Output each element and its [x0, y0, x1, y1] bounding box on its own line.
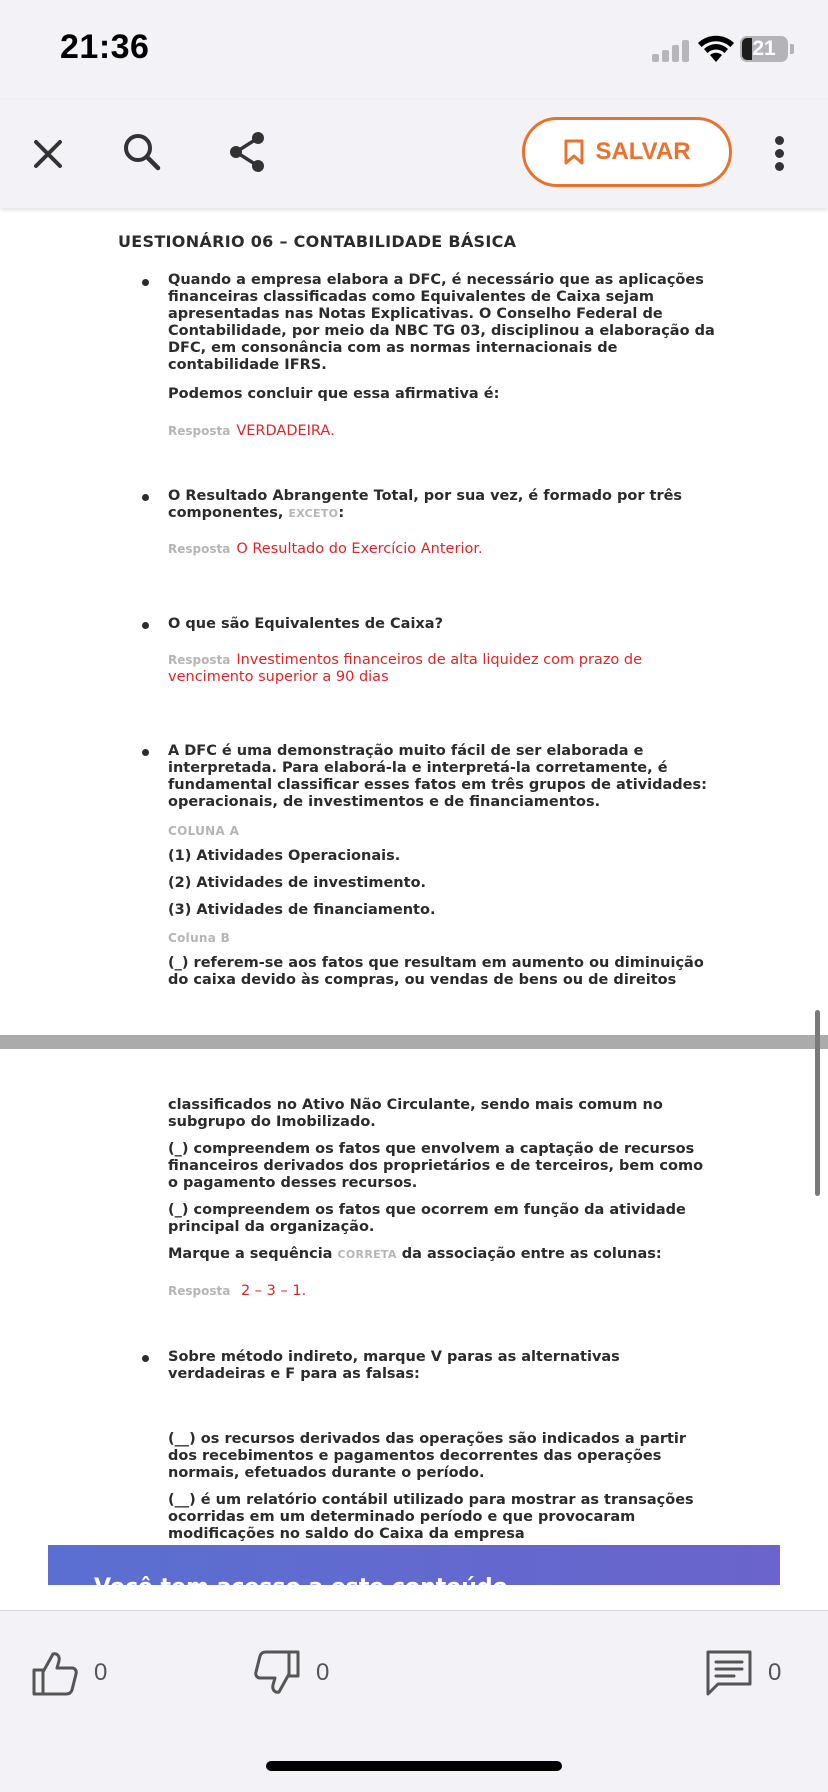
question-2-answer: O Resultado do Exercício Anterior.	[236, 541, 483, 557]
scrollbar[interactable]	[815, 1010, 820, 1196]
question-3-text: O que são Equivalentes de Caixa?	[168, 616, 443, 632]
column-a-item-1: (1) Atividades Operacionais.	[168, 848, 401, 864]
question-4-answer: 2 – 3 – 1.	[236, 1283, 307, 1299]
thumbs-down-icon	[252, 1648, 302, 1698]
question-2-response	[168, 541, 718, 558]
bullet-icon	[142, 494, 149, 501]
close-icon[interactable]	[26, 132, 70, 176]
save-label: SALVAR	[595, 138, 691, 165]
question-3-response	[168, 652, 718, 686]
column-b-item-1: (_) referem-se aos fatos que resultam em aumento ou diminuição do caixa devido às compras, ou vendas de bens ou de direitos	[168, 955, 704, 988]
document-page-1	[0, 208, 828, 1035]
bottom-bar	[0, 1610, 828, 1792]
more-vertical-icon[interactable]	[768, 132, 792, 176]
toolbar	[0, 100, 828, 208]
bullet-icon	[142, 622, 149, 629]
like-count: 0	[94, 1659, 108, 1686]
bullet-icon	[142, 279, 149, 286]
banner-text: Você tem acesso a este conteúdo	[94, 1575, 508, 1600]
question-4-text: A DFC é uma demonstração muito fácil de ser elaborada e interpretada. Para elaborá-la e interpretá-la corretamente, é fundamental classificar esses fatos em três grupos de atividades: operacionais, de investimentos e de financiamentos.	[168, 743, 707, 810]
thumbs-up-icon	[30, 1648, 80, 1698]
question-2-emphasis: EXCETO	[288, 507, 339, 520]
wifi-icon	[696, 34, 736, 64]
question-4-prompt	[168, 1246, 718, 1263]
bullet-icon	[142, 749, 149, 756]
comment-icon	[704, 1648, 754, 1698]
column-b-item-1-continued: classificados no Ativo Não Circulante, sendo mais comum no subgrupo do Imobilizado.	[168, 1097, 663, 1130]
access-banner[interactable]	[48, 1545, 780, 1600]
comments-button[interactable]	[704, 1645, 781, 1701]
response-label: Resposta	[168, 424, 231, 438]
question-3-answer: Investimentos financeiros de alta liquidez com prazo de vencimento superior a 90 dias	[168, 652, 643, 685]
document-viewer[interactable]	[0, 208, 828, 1610]
search-icon[interactable]	[120, 130, 164, 174]
question-5-item-2: (__) é um relatório contábil utilizado para mostrar as transações ocorridas em um determinado período e que provocaram modificações no saldo do Caixa da empresa	[168, 1492, 694, 1542]
column-a-item-2: (2) Atividades de investimento.	[168, 875, 427, 891]
question-4-prompt-start: Marque a sequência	[168, 1246, 333, 1262]
question-5-item-1: (__) os recursos derivados das operações são indicados a partir dos recebimentos e pagamentos decorrentes das operações normais, efetuados durante o período.	[168, 1431, 687, 1481]
response-label: Resposta	[168, 653, 231, 667]
question-2-suffix: :	[338, 505, 345, 521]
status-bar	[0, 0, 828, 100]
question-4-response	[168, 1283, 718, 1300]
column-b-item-3: (_) compreendem os fatos que ocorrem em função da atividade principal da organização.	[168, 1202, 686, 1235]
status-time: 21:36	[60, 28, 150, 66]
battery-icon	[740, 36, 788, 62]
like-button[interactable]	[30, 1645, 107, 1701]
page-separator	[0, 1035, 828, 1049]
signal-icon	[652, 38, 692, 62]
response-label: Resposta	[168, 1284, 231, 1298]
share-icon[interactable]	[226, 130, 270, 174]
bullet-icon	[142, 1355, 149, 1362]
home-indicator[interactable]	[266, 1761, 562, 1771]
question-1-prompt: Podemos concluir que essa afirmativa é:	[168, 386, 500, 402]
column-b-item-2: (_) compreendem os fatos que envolvem a captação de recursos financeiros derivados dos proprietários e de terceiros, bem como o pagamento desses recursos.	[168, 1141, 704, 1191]
question-1-text: Quando a empresa elabora a DFC, é necessário que as aplicações financeiras classificadas como Equivalentes de Caixa sejam apresentadas nas Notas Explicativas. O Conselho Federal de Contabilidade, por meio da NBC TG 03, disciplinou a elaboração da DFC, em consonância com as normas internacionais de contabilidade IFRS.	[168, 272, 715, 373]
bookmark-icon	[563, 138, 585, 166]
question-2-stem: O Resultado Abrangente Total, por sua vez, é formado por três componentes,	[168, 488, 683, 521]
document-title: UESTIONÁRIO 06 – CONTABILIDADE BÁSICA	[118, 232, 517, 251]
question-1-response	[168, 423, 718, 440]
dislike-button[interactable]	[252, 1645, 329, 1701]
save-button[interactable]	[522, 117, 732, 187]
battery-level: 21	[752, 37, 776, 60]
battery-tip	[790, 44, 794, 54]
comment-count: 0	[768, 1659, 782, 1686]
question-1-answer: VERDADEIRA.	[236, 423, 335, 439]
column-b-label: Coluna B	[168, 931, 231, 945]
question-4-prompt-end: da associação entre as colunas:	[401, 1246, 662, 1262]
column-a-item-3: (3) Atividades de financiamento.	[168, 902, 436, 918]
column-a-label: COLUNA A	[168, 824, 240, 838]
question-5-text: Sobre método indireto, marque V paras as alternativas verdadeiras e F para as falsas:	[168, 1349, 620, 1382]
question-4-prompt-emphasis: CORRETA	[337, 1248, 397, 1261]
dislike-count: 0	[316, 1659, 330, 1686]
question-2-text	[168, 488, 718, 522]
response-label: Resposta	[168, 542, 231, 556]
